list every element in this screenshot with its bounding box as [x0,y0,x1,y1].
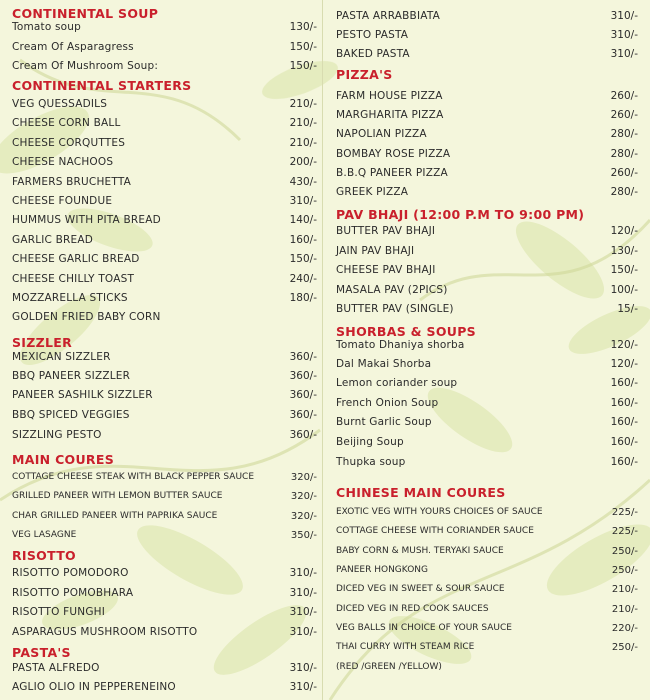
menu-item-name: RISOTTO POMOBHARA [12,587,134,599]
section-title-pasta-s: PASTA'S [12,645,71,660]
menu-item-price: 160/- [610,416,638,428]
menu-item-price: 180/- [289,292,317,304]
menu-item-price: 310/- [610,29,638,41]
menu-item-name: CHEESE FOUNDUE [12,195,113,207]
menu-item-name: (RED /GREEN /YELLOW) [336,662,442,672]
menu-item [12,491,317,507]
menu-item [12,21,317,37]
menu-item [336,128,638,144]
menu-item-name: BBQ PANEER SIZZLER [12,370,131,382]
menu-item-name: GRILLED PANEER WITH LEMON BUTTER SAUCE [12,491,223,501]
menu-item-name: SIZZLING PESTO [12,429,102,441]
menu-item [12,156,317,172]
menu-item-name: VEG QUESSADILS [12,98,108,110]
menu-item-price: 210/- [611,604,638,615]
menu-item [12,253,317,269]
menu-item-name: FARMERS BRUCHETTA [12,176,132,188]
menu-item-name: ASPARAGUS MUSHROOM RISOTTO [12,626,198,638]
menu-item-price: 310/- [610,10,638,22]
menu-item-name: CHEESE NACHOOS [12,156,114,168]
menu-item-price: 310/- [289,587,317,599]
menu-item-price: 120/- [610,225,638,237]
menu-item-price: 15/- [617,303,638,315]
menu-item-name: Tomato Dhaniya shorba [336,339,465,351]
menu-item-price: 250/- [611,642,638,653]
menu-item-price: 320/- [290,491,317,502]
menu-item [336,10,638,26]
menu-item-price: 160/- [610,377,638,389]
menu-item-price: 150/- [289,60,317,72]
menu-item-price: 360/- [289,409,317,421]
menu-item [336,245,638,261]
menu-item-name: PANEER SASHILK SIZZLER [12,389,153,401]
menu-item-name: CHEESE CHILLY TOAST [12,273,135,285]
menu-item [336,148,638,164]
menu-item [12,41,317,57]
menu-item [12,606,317,622]
menu-item-price: 210/- [611,584,638,595]
menu-item-price: 120/- [610,339,638,351]
menu-item-name: Cream Of Asparagress [12,41,134,53]
menu-item [336,546,638,562]
menu-item-price: 280/- [610,148,638,160]
menu-item [336,642,638,658]
menu-item [12,351,317,367]
menu-item-name: COTTAGE CHEESE WITH CORIANDER SAUCE [336,526,534,536]
menu-item-price: 140/- [289,214,317,226]
menu-item [336,662,638,678]
menu-item-name: BBQ SPICED VEGGIES [12,409,130,421]
menu-item [336,584,638,600]
menu-item-name: FARM HOUSE PIZZA [336,90,443,102]
menu-item-price: 310/- [289,567,317,579]
menu-item-price: 240/- [289,273,317,285]
menu-item-price: 430/- [289,176,317,188]
menu-item-price: 280/- [610,186,638,198]
menu-item-price: 360/- [289,429,317,441]
menu-item-price: 250/- [611,565,638,576]
menu-item [12,234,317,250]
menu-item [12,214,317,230]
menu-item-price: 350/- [290,530,317,541]
menu-item [336,90,638,106]
menu-item [12,60,317,76]
menu-item [12,292,317,308]
menu-item-price: 250/- [611,546,638,557]
menu-item-name: CHEESE GARLIC BREAD [12,253,140,265]
menu-item [12,472,317,488]
menu-item-price: 360/- [289,370,317,382]
menu-item [336,416,638,432]
menu-item-price: 160/- [289,234,317,246]
section-title-continental-starters: CONTINENTAL STARTERS [12,78,192,93]
menu-item-name: GARLIC BREAD [12,234,94,246]
menu-item-price: 150/- [289,41,317,53]
menu-item-name: VEG LASAGNE [12,530,77,540]
menu-item-price: 200/- [289,156,317,168]
menu-item [336,167,638,183]
menu-item [12,429,317,445]
menu-item [12,681,317,697]
menu-item [12,409,317,425]
menu-item-name: Beijing Soup [336,436,404,448]
menu-item [12,137,317,153]
menu-item-price: 260/- [610,90,638,102]
menu-item-price: 260/- [610,167,638,179]
menu-item-price: 150/- [289,253,317,265]
menu-item [336,507,638,523]
menu-item-price: 130/- [289,21,317,33]
menu-item-name: BUTTER PAV BHAJI [336,225,436,237]
menu-item-price: 150/- [610,264,638,276]
menu-item-name: Cream Of Mushroom Soup: [12,60,159,72]
menu-item-price: 120/- [610,358,638,370]
menu-item [336,225,638,241]
menu-item [12,176,317,192]
menu-item-price: 210/- [289,98,317,110]
menu-item [336,339,638,355]
menu-item-name: RISOTTO POMODORO [12,567,129,579]
menu-item-name: AGLIO OLIO IN PEPPERENEINO [12,681,176,693]
menu-item-price: 310/- [289,662,317,674]
menu-item [336,284,638,300]
menu-item-name: NAPOLIAN PIZZA [336,128,427,140]
menu-item-price: 310/- [289,195,317,207]
menu-item-name: Dal Makai Shorba [336,358,432,370]
menu-item-name: VEG BALLS IN CHOICE OF YOUR SAUCE [336,623,512,633]
menu-item-name: MOZZARELLA STICKS [12,292,128,304]
menu-item-price: 320/- [290,511,317,522]
menu-item-name: MASALA PAV (2PICS) [336,284,448,296]
menu-item-name: THAI CURRY WITH STEAM RICE [336,642,475,652]
menu-item-name: CHEESE CORN BALL [12,117,121,129]
section-title-shorbas-soups: SHORBAS & SOUPS [336,324,476,339]
menu-item [12,530,317,546]
menu-item-price: 160/- [610,456,638,468]
menu-item-name: Tomato soup [12,21,82,33]
menu-item-price: 320/- [290,472,317,483]
menu-item-price: 210/- [289,137,317,149]
menu-item-price: 360/- [289,351,317,363]
menu-item [336,456,638,472]
menu-item [12,311,317,327]
menu-item-name: Burnt Garlic Soup [336,416,432,428]
menu-item-name: Lemon coriander soup [336,377,458,389]
section-title-continental-soup: CONTINENTAL SOUP [12,6,159,21]
menu-item-price: 310/- [289,626,317,638]
menu-item [336,264,638,280]
menu-item [336,604,638,620]
menu-item [336,565,638,581]
menu-item-name: HUMMUS WITH PITA BREAD [12,214,161,226]
menu-item-name: B.B.Q PANEER PIZZA [336,167,448,179]
menu-item-name: French Onion Soup [336,397,439,409]
menu-item-price: 130/- [610,245,638,257]
menu-item-price: 160/- [610,436,638,448]
menu-item [12,587,317,603]
menu-item-price: 360/- [289,389,317,401]
menu-item-name: EXOTIC VEG WITH YOURS CHOICES OF SAUCE [336,507,543,517]
menu-item-price: 225/- [611,507,638,518]
menu-item-price: 310/- [610,48,638,60]
menu-item [12,511,317,527]
section-title-sizzler: SIZZLER [12,335,73,350]
menu-item [12,98,317,114]
menu-item-name: DICED VEG IN SWEET & SOUR SAUCE [336,584,505,594]
menu-item-price: 220/- [611,623,638,634]
menu-item [12,567,317,583]
menu-item-name: PASTA ALFREDO [12,662,100,674]
menu-item [336,436,638,452]
menu-item [336,623,638,639]
menu-item-name: CHAR GRILLED PANEER WITH PAPRIKA SAUCE [12,511,218,521]
menu-item [336,397,638,413]
menu-item-name: PESTO PASTA [336,29,409,41]
menu-item-price: 260/- [610,109,638,121]
menu-item-name: DICED VEG IN RED COOK SAUCES [336,604,489,614]
menu-item-price: 210/- [289,117,317,129]
menu-item [12,626,317,642]
menu-item [336,377,638,393]
menu-item-price: 280/- [610,128,638,140]
menu-item-name: COTTAGE CHEESE STEAK WITH BLACK PEPPER SAUCE [12,472,255,482]
menu-item-name: PASTA ARRABBIATA [336,10,441,22]
menu-item-price: 225/- [611,526,638,537]
menu-item-price: 310/- [289,681,317,693]
menu-item [12,273,317,289]
menu-item [12,389,317,405]
menu-item-name: Thupka soup [336,456,406,468]
menu-item [336,526,638,542]
menu-item [12,662,317,678]
menu-item-price: 310/- [289,606,317,618]
menu-item-name: RISOTTO FUNGHI [12,606,106,618]
menu-item-price: 160/- [610,397,638,409]
section-title-chinese-main-coures: CHINESE MAIN COURES [336,485,506,500]
section-title-pav-bhaji-12-00-p-m-to-9-00-pm: PAV BHAJI (12:00 P.M TO 9:00 PM) [336,207,585,222]
menu-item [12,370,317,386]
menu-item-name: CHEESE CORQUTTES [12,137,126,149]
menu-item [336,186,638,202]
menu-item-name: BAKED PASTA [336,48,410,60]
menu-item [336,48,638,64]
menu-item [336,303,638,319]
section-title-main-coures: MAIN COURES [12,452,114,467]
menu-item-name: JAIN PAV BHAJI [336,245,415,257]
menu-item-name: PANEER HONGKONG [336,565,428,575]
menu-item-name: MEXICAN SIZZLER [12,351,111,363]
menu-item-name: BOMBAY ROSE PIZZA [336,148,451,160]
menu-item-name: GOLDEN FRIED BABY CORN [12,311,161,323]
menu-item-name: GREEK PIZZA [336,186,409,198]
column-divider [322,0,323,700]
section-title-pizza-s: PIZZA'S [336,67,393,82]
menu-item-name: BABY CORN & MUSH. TERYAKI SAUCE [336,546,504,556]
menu-item-price: 100/- [610,284,638,296]
menu-item [336,109,638,125]
menu-item [12,195,317,211]
menu-item-name: BUTTER PAV (SINGLE) [336,303,454,315]
section-title-risotto: RISOTTO [12,548,76,563]
menu-item [336,29,638,45]
menu-item [336,358,638,374]
menu-item-name: MARGHARITA PIZZA [336,109,444,121]
menu-item [12,117,317,133]
menu-item-name: CHEESE PAV BHAJI [336,264,436,276]
